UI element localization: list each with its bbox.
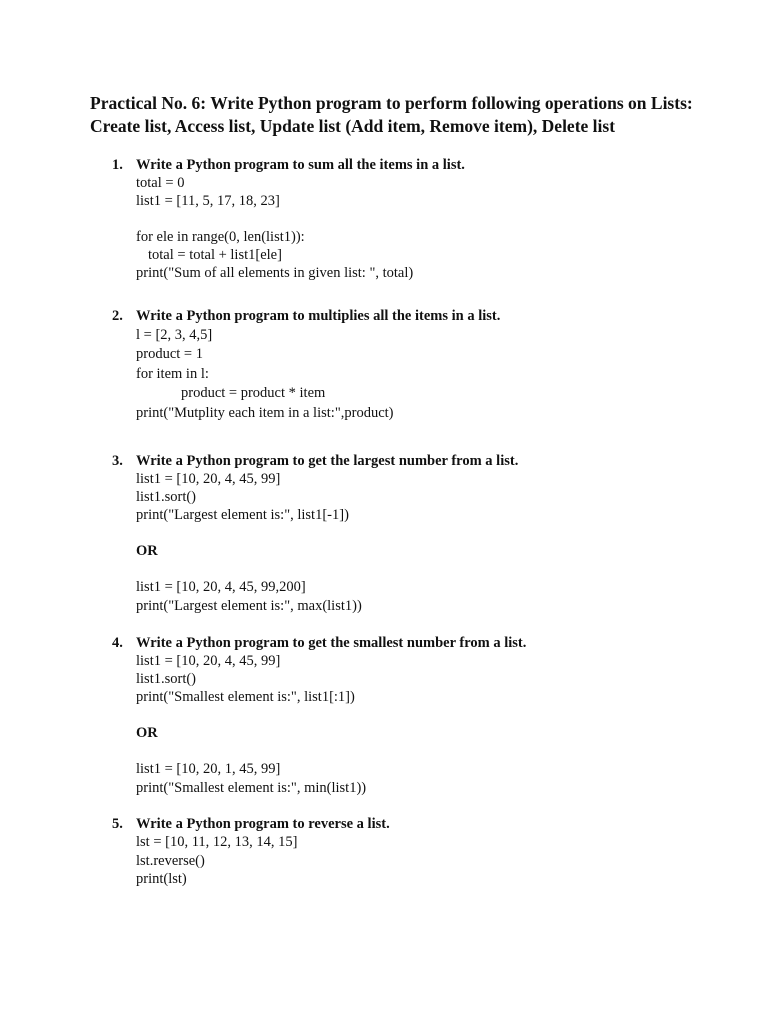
question-text: Write a Python program to multiplies all the items in a list.: [136, 308, 501, 324]
code-line: for ele in range(0, len(list1)):: [136, 229, 305, 245]
question-text: Write a Python program to sum all the items in a list.: [136, 157, 465, 173]
code-line: list1.sort(): [136, 671, 197, 687]
or-label: OR: [136, 725, 158, 741]
page-title: Practical No. 6: Write Python program to perform following operations on Lists: Create list, Access list, Update list (Add item, Remove item), Delete list: [90, 93, 693, 136]
code-line: print("Sum of all elements in given list: ", total): [136, 265, 414, 281]
code-line: print(lst): [136, 871, 187, 887]
question-text: Write a Python program to get the largest number from a list.: [136, 453, 519, 469]
question-number: 1.: [112, 157, 123, 173]
question-number: 2.: [112, 308, 123, 324]
code-line: print("Smallest element is:", list1[:1]): [136, 689, 355, 705]
code-line: list1.sort(): [136, 489, 197, 505]
code-line: lst.reverse(): [136, 853, 205, 869]
question-heading: [112, 156, 465, 174]
code-line: product = product * item: [181, 385, 326, 401]
code-line: print("Smallest element is:", min(list1)): [136, 780, 367, 796]
code-line: list1 = [10, 20, 4, 45, 99]: [136, 471, 281, 487]
code-line: for item in l:: [136, 366, 209, 382]
question-number: 4.: [112, 635, 123, 651]
code-line: list1 = [10, 20, 1, 45, 99]: [136, 761, 281, 777]
question-text: Write a Python program to reverse a list.: [136, 816, 390, 832]
question-number: 3.: [112, 453, 123, 469]
code-line: list1 = [10, 20, 4, 45, 99]: [136, 653, 281, 669]
code-line: product = 1: [136, 346, 203, 362]
question-heading: [112, 634, 526, 652]
code-line: total = total + list1[ele]: [148, 247, 282, 263]
code-line: list1 = [11, 5, 17, 18, 23]: [136, 193, 280, 209]
question-heading: [112, 307, 500, 325]
code-line: total = 0: [136, 175, 185, 191]
code-line: print("Mutplity each item in a list:",product): [136, 405, 394, 421]
code-line: l = [2, 3, 4,5]: [136, 327, 213, 343]
question-text: Write a Python program to get the smallest number from a list.: [136, 635, 527, 651]
question-heading: [112, 815, 390, 833]
or-label: OR: [136, 543, 158, 559]
code-line: print("Largest element is:", max(list1)): [136, 598, 362, 614]
code-line: lst = [10, 11, 12, 13, 14, 15]: [136, 834, 298, 850]
code-line: list1 = [10, 20, 4, 45, 99,200]: [136, 579, 306, 595]
question-number: 5.: [112, 816, 123, 832]
question-heading: [112, 452, 518, 470]
code-line: print("Largest element is:", list1[-1]): [136, 507, 349, 523]
